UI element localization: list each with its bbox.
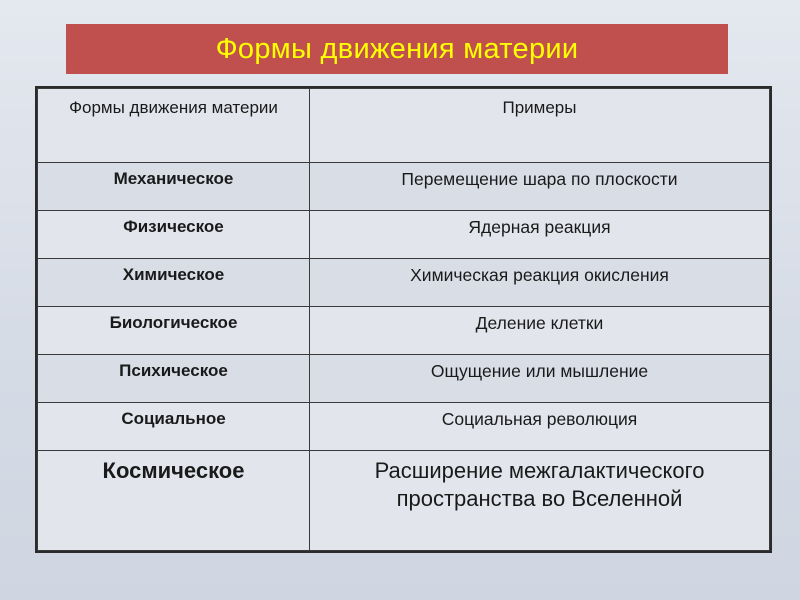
example-cell: Перемещение шара по плоскости: [310, 163, 770, 211]
example-cell: Деление клетки: [310, 307, 770, 355]
form-cell: Химическое: [38, 259, 310, 307]
table-row: [38, 355, 770, 403]
header-cell-forms: Формы движения материи: [38, 89, 310, 163]
table-row: [38, 211, 770, 259]
header-cell-examples: Примеры: [310, 89, 770, 163]
example-cell: Расширение межгалактического пространства во Вселенной: [310, 451, 770, 551]
form-cell: Механическое: [38, 163, 310, 211]
form-cell: Физическое: [38, 211, 310, 259]
forms-table: [35, 86, 772, 553]
table-row: [38, 451, 770, 551]
form-cell: Психическое: [38, 355, 310, 403]
form-cell: Биологическое: [38, 307, 310, 355]
page-title: Формы движения материи: [215, 32, 579, 65]
table-row: [38, 403, 770, 451]
table-header-row: [38, 89, 770, 163]
example-cell: Ядерная реакция: [310, 211, 770, 259]
example-cell: Ощущение или мышление: [310, 355, 770, 403]
table-row: [38, 163, 770, 211]
title-banner: [66, 24, 728, 74]
form-cell: Космическое: [38, 451, 310, 551]
form-cell: Социальное: [38, 403, 310, 451]
example-cell: Химическая реакция окисления: [310, 259, 770, 307]
example-cell: Социальная революция: [310, 403, 770, 451]
table-row: [38, 307, 770, 355]
table: [37, 88, 770, 551]
table-row: [38, 259, 770, 307]
